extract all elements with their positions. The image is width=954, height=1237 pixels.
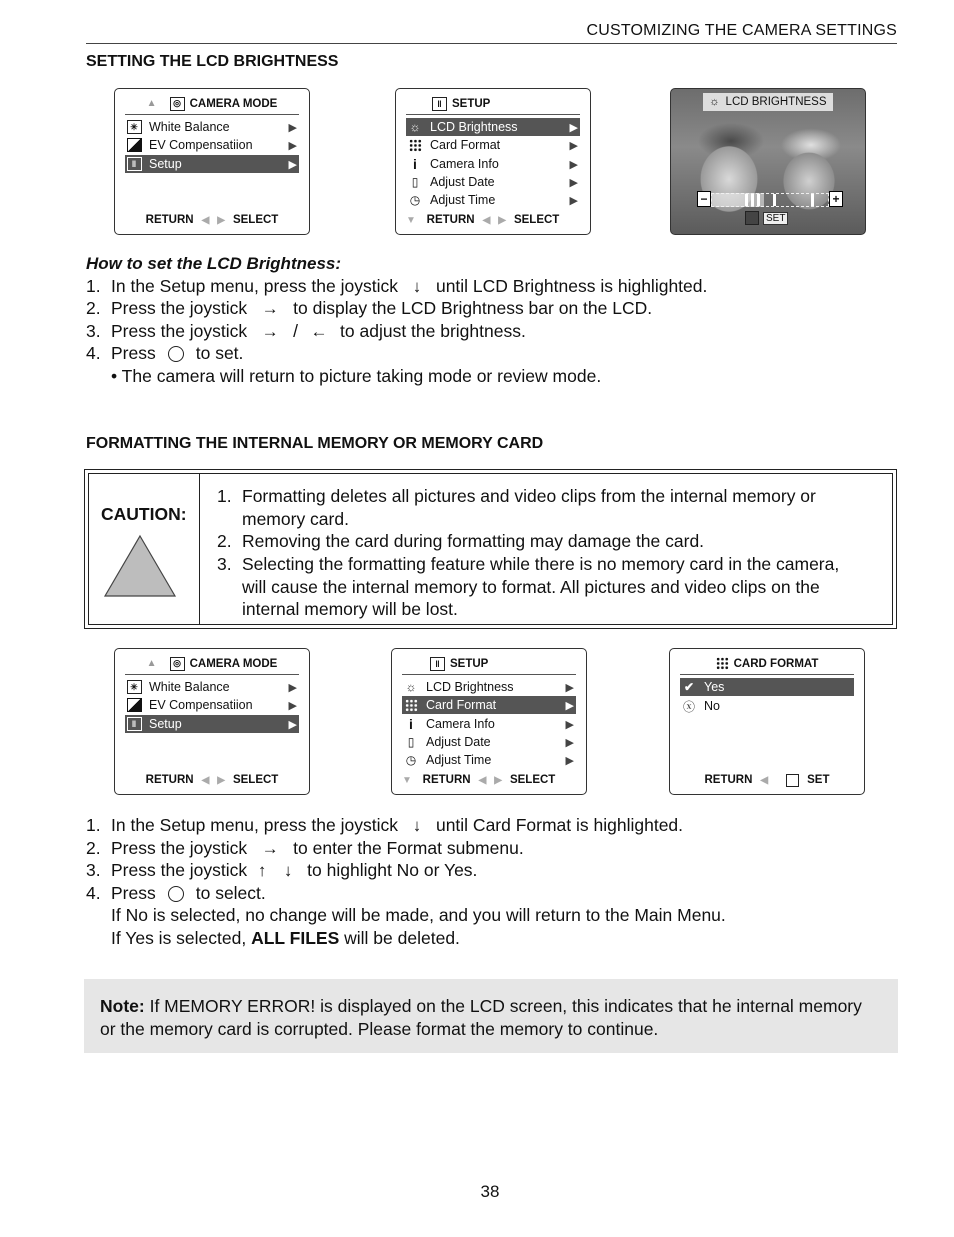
step-text: Press the joystick	[111, 838, 248, 858]
menu-item-label: LCD Brightness	[426, 680, 514, 694]
menu-item-label: Setup	[149, 157, 182, 171]
format-result-text: If Yes is selected,	[111, 928, 247, 948]
screen-footer	[115, 212, 309, 228]
page-number: 38	[480, 1182, 500, 1201]
format-step-1	[86, 815, 683, 836]
plus-icon: +	[829, 191, 843, 207]
step-text: to enter the Format submenu.	[293, 838, 524, 858]
menu-item-lcd-brightness	[406, 118, 580, 136]
menu-item-label: White Balance	[149, 680, 230, 694]
right-arrow-icon: ▶	[288, 121, 297, 134]
left-arrow-icon: ◀	[201, 774, 210, 786]
menu-item-label: Adjust Date	[430, 175, 495, 189]
bullet-note: • The camera will return to picture taking mode or review mode.	[111, 366, 602, 386]
ok-button-icon	[786, 774, 799, 787]
card-format-screen	[669, 648, 865, 795]
format-result-text: will be deleted.	[344, 928, 460, 948]
brightness-icon: ☼	[409, 120, 421, 134]
footer-select-label: SELECT	[232, 214, 279, 226]
left-arrow-icon: ◀	[760, 774, 769, 786]
step-number: 1.	[86, 815, 101, 835]
caution-text: Selecting the formatting feature while there is no memory card in the camera, will cause the internal memory to format. All pictures and video clips on the internal memory will be lost.	[242, 554, 840, 619]
joystick-right-icon: →	[261, 321, 279, 341]
setup-icon: ‖	[127, 717, 142, 731]
menu-item-label: Adjust Time	[426, 753, 492, 767]
step-text: to display the LCD Brightness bar on the LCD.	[293, 298, 653, 318]
screen-footer	[670, 772, 864, 788]
minus-icon: −	[697, 191, 711, 207]
menu-item-label: Camera Info	[430, 157, 499, 171]
menu-item-label: EV Compensatiion	[149, 698, 253, 712]
card-format-icon	[716, 657, 729, 670]
menu-item-camera-info	[402, 715, 576, 733]
menu-item-label: Setup	[149, 717, 182, 731]
section-title-formatting: FORMATTING THE INTERNAL MEMORY OR MEMORY CARD	[86, 435, 544, 452]
brightness-tick	[745, 194, 748, 206]
menu-item-ev-compensation	[125, 136, 299, 154]
menu-item-ev-compensation	[125, 696, 299, 714]
brightness-tick	[773, 194, 776, 206]
brightness-tick	[757, 194, 760, 206]
camera-mode-screen-2	[114, 648, 310, 795]
step-text: In the Setup menu, press the joystick	[111, 815, 398, 835]
setup-header	[406, 93, 580, 115]
caution-label: CAUTION:	[101, 504, 187, 524]
ok-button-icon	[745, 211, 759, 225]
white-balance-icon: ✳	[127, 120, 142, 134]
card-format-header	[680, 653, 854, 675]
caution-number: 3.	[217, 554, 232, 574]
format-result-emphasis: ALL FILES	[251, 928, 340, 948]
setup-icon: ‖	[432, 97, 447, 111]
format-result-yes	[111, 928, 460, 949]
right-arrow-icon: ▶	[494, 774, 502, 786]
step-text: Press	[111, 343, 156, 363]
menu-item-label: White Balance	[149, 120, 230, 134]
white-balance-icon: ✳	[127, 680, 142, 694]
calendar-icon: ▯	[407, 735, 415, 749]
right-arrow-icon: ▶	[565, 681, 574, 694]
caution-item-3	[217, 553, 857, 621]
right-arrow-icon: ▶	[565, 754, 574, 767]
up-arrow-icon: ▲	[146, 658, 157, 669]
footer-set-label: SET	[807, 774, 830, 786]
screen-footer	[396, 212, 590, 228]
right-arrow-icon: ▶	[569, 194, 578, 207]
setup-title: SETUP	[452, 97, 491, 110]
step-text: to select.	[195, 883, 266, 903]
camera-icon: ◎	[170, 97, 185, 111]
step-text: to adjust the brightness.	[340, 321, 526, 341]
footer-select-label: SELECT	[513, 214, 560, 226]
brightness-tick	[751, 194, 754, 206]
caution-number: 2.	[217, 531, 232, 551]
right-arrow-icon: ▶	[569, 121, 578, 134]
right-arrow-icon: ▶	[288, 681, 297, 694]
ok-button-icon	[168, 886, 184, 902]
section-title-lcd-brightness: SETTING THE LCD BRIGHTNESS	[86, 53, 339, 70]
caution-text: Formatting deletes all pictures and video clips from the internal memory or memory card.	[242, 486, 816, 529]
warning-triangle-icon	[103, 534, 177, 598]
caution-item-1	[217, 485, 877, 530]
menu-item-label: Adjust Date	[426, 735, 491, 749]
clock-icon: ◷	[405, 753, 417, 767]
right-arrow-icon: ▶	[565, 699, 574, 712]
right-arrow-icon: ▶	[288, 699, 297, 712]
option-no	[680, 697, 854, 715]
note-label: Note:	[100, 996, 145, 1016]
step-number: 2.	[86, 298, 101, 318]
camera-mode-screen	[114, 88, 310, 235]
menu-item-card-format	[406, 136, 580, 154]
format-step-3	[86, 860, 477, 881]
format-step-2	[86, 838, 524, 859]
running-header: CUSTOMIZING THE CAMERA SETTINGS	[86, 22, 897, 44]
lcd-brightness-label: LCD BRIGHTNESS	[725, 96, 827, 108]
menu-item-label: LCD Brightness	[430, 120, 518, 134]
note-text: If MEMORY ERROR! is displayed on the LCD screen, this indicates that he internal memory or the memory card is corrupted. Please format the memory to continue.	[100, 996, 862, 1039]
set-indicator	[745, 211, 788, 225]
footer-return-label: RETURN	[422, 774, 471, 786]
step-separator: /	[293, 321, 299, 341]
brightness-icon: ☼	[405, 680, 417, 694]
caution-number: 1.	[217, 486, 232, 506]
card-format-icon	[409, 139, 422, 152]
right-arrow-icon: ▶	[569, 139, 578, 152]
camera-mode-title: CAMERA MODE	[189, 97, 278, 110]
caution-text: Removing the card during formatting may damage the card.	[242, 531, 705, 551]
camera-mode-header	[125, 653, 299, 675]
step-4	[86, 343, 243, 364]
caution-inner-frame	[88, 473, 893, 625]
info-icon: i	[409, 716, 413, 732]
step-2	[86, 298, 652, 319]
menu-item-white-balance	[125, 678, 299, 696]
checkmark-icon: ✔	[683, 680, 695, 694]
step-3	[86, 321, 526, 342]
joystick-down-icon: ↓	[283, 860, 293, 880]
menu-item-adjust-date	[406, 173, 580, 191]
left-arrow-icon: ◀	[478, 774, 487, 786]
down-arrow-icon: ▼	[402, 774, 412, 786]
step-text: until Card Format is highlighted.	[435, 815, 684, 835]
option-yes	[680, 678, 854, 696]
step-text: to set.	[195, 343, 244, 363]
up-arrow-icon: ▲	[146, 98, 157, 109]
camera-mode-header	[125, 93, 299, 115]
menu-item-white-balance	[125, 118, 299, 136]
joystick-right-icon: →	[261, 298, 279, 318]
setup-icon: ‖	[430, 657, 445, 671]
setup-icon: ‖	[127, 157, 142, 171]
step-number: 3.	[86, 860, 101, 880]
right-arrow-icon: ▶	[569, 176, 578, 189]
card-format-icon	[405, 699, 418, 712]
right-arrow-icon: ▶	[217, 214, 225, 226]
ev-compensation-icon	[127, 138, 142, 152]
step-text: Press	[111, 883, 156, 903]
menu-item-adjust-date	[402, 733, 576, 751]
step-number: 4.	[86, 343, 101, 363]
footer-return-label: RETURN	[145, 774, 194, 786]
screen-footer	[392, 772, 586, 788]
menu-item-label: EV Compensatiion	[149, 138, 253, 152]
lcd-brightness-preview	[670, 88, 866, 235]
footer-return-label: RETURN	[704, 774, 753, 786]
caution-box	[84, 469, 897, 629]
set-label: SET	[763, 212, 788, 225]
step-text: Press the joystick	[111, 298, 248, 318]
menu-item-camera-info	[406, 155, 580, 173]
menu-item-adjust-time	[402, 751, 576, 769]
lcd-brightness-tag	[703, 93, 833, 111]
menu-item-setup	[125, 155, 299, 173]
joystick-down-icon: ↓	[412, 276, 422, 296]
camera-icon: ◎	[170, 657, 185, 671]
ev-compensation-icon	[127, 698, 142, 712]
left-arrow-icon: ◀	[201, 214, 210, 226]
camera-mode-title: CAMERA MODE	[189, 657, 278, 670]
joystick-left-icon: ←	[310, 321, 328, 341]
step-text: to highlight No or Yes.	[307, 860, 478, 880]
brightness-bar	[697, 190, 843, 210]
menu-item-label: Card Format	[426, 698, 497, 712]
right-arrow-icon: ▶	[288, 158, 297, 171]
cancel-circle-icon: ⓧ	[682, 699, 695, 714]
step-1	[86, 276, 707, 297]
setup-title: SETUP	[450, 657, 489, 670]
note-box	[84, 979, 898, 1053]
card-format-title: CARD FORMAT	[733, 657, 819, 670]
setup-header	[402, 653, 576, 675]
menu-item-label: Camera Info	[426, 717, 495, 731]
right-arrow-icon: ▶	[288, 139, 297, 152]
step-number: 2.	[86, 838, 101, 858]
menu-item-adjust-time	[406, 191, 580, 209]
step-text: until LCD Brightness is highlighted.	[435, 276, 708, 296]
step-number: 1.	[86, 276, 101, 296]
setup-screen-2	[391, 648, 587, 795]
right-arrow-icon: ▶	[565, 718, 574, 731]
menu-item-setup	[125, 715, 299, 733]
menu-item-card-format	[402, 696, 576, 714]
screen-footer	[115, 772, 309, 788]
joystick-down-icon: ↓	[412, 815, 422, 835]
step-text: In the Setup menu, press the joystick	[111, 276, 398, 296]
joystick-up-icon: ↑	[257, 860, 267, 880]
left-arrow-icon: ◀	[482, 214, 491, 226]
step-number: 3.	[86, 321, 101, 341]
ok-button-icon	[168, 346, 184, 362]
step-text: Press the joystick	[111, 321, 248, 341]
calendar-icon: ▯	[411, 175, 419, 189]
caution-item-2	[217, 530, 877, 553]
format-result-no: If No is selected, no change will be made, and you will return to the Main Menu.	[111, 905, 726, 925]
footer-select-label: SELECT	[232, 774, 279, 786]
clock-icon: ◷	[409, 193, 421, 207]
menu-item-label: Card Format	[430, 138, 501, 152]
brightness-tick	[811, 194, 814, 206]
option-yes-label: Yes	[704, 680, 725, 694]
footer-return-label: RETURN	[145, 214, 194, 226]
step-number: 4.	[86, 883, 101, 903]
brightness-icon: ☼	[709, 96, 720, 108]
right-arrow-icon: ▶	[569, 158, 578, 171]
option-no-label: No	[704, 699, 720, 713]
down-arrow-icon: ▼	[406, 214, 416, 226]
right-arrow-icon: ▶	[217, 774, 225, 786]
menu-item-lcd-brightness	[402, 678, 576, 696]
joystick-right-icon: →	[261, 838, 279, 858]
format-step-4	[86, 883, 266, 904]
menu-item-label: Adjust Time	[430, 193, 496, 207]
caution-divider	[199, 474, 200, 624]
step-text: Press the joystick	[111, 860, 248, 880]
info-icon: i	[413, 156, 417, 172]
howto-title: How to set the LCD Brightness:	[86, 254, 342, 273]
right-arrow-icon: ▶	[498, 214, 506, 226]
setup-screen	[395, 88, 591, 235]
right-arrow-icon: ▶	[565, 736, 574, 749]
footer-select-label: SELECT	[509, 774, 556, 786]
footer-return-label: RETURN	[426, 214, 475, 226]
right-arrow-icon: ▶	[288, 718, 297, 731]
